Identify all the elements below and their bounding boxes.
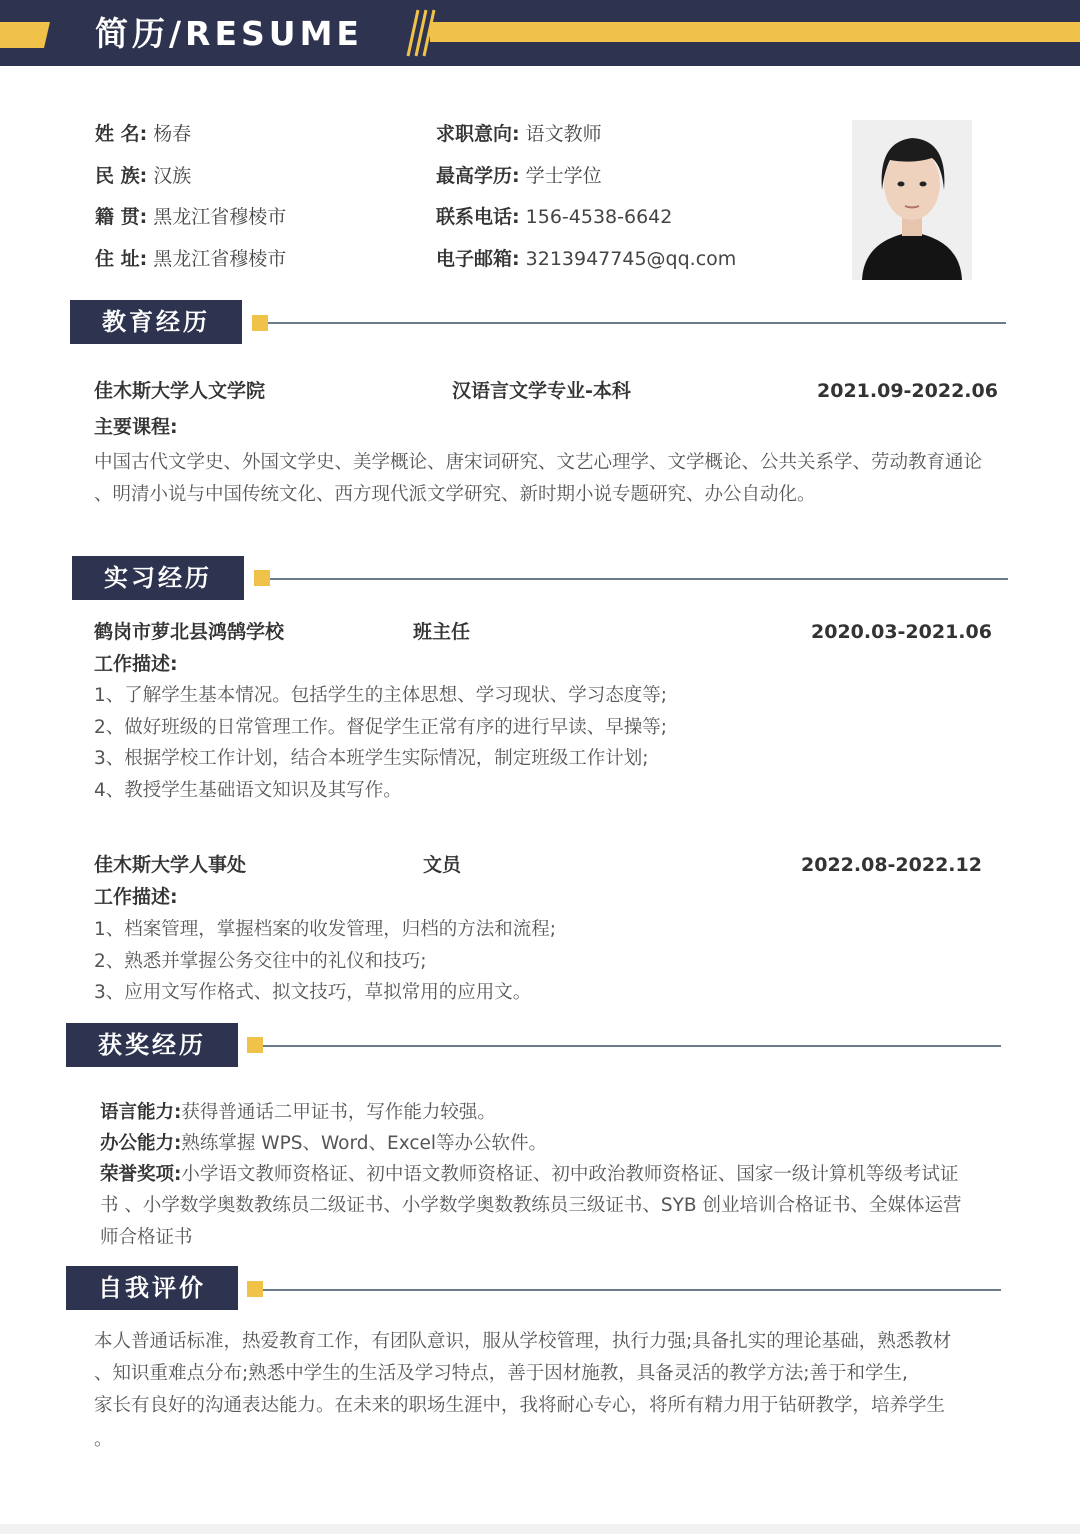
origin-label: 籍 贯: bbox=[95, 206, 148, 228]
job1-org: 鹤岗市萝北县鸿鹄学校 bbox=[94, 621, 285, 643]
self-line1: 本人普通话标准，热爱教育工作，有团队意识，服从学校管理，执行力强;具备扎实的理论基础，熟悉教材 bbox=[94, 1331, 952, 1352]
honor-label: 荣誉奖项: bbox=[100, 1164, 182, 1185]
job1-period: 2020.03-2021.06 bbox=[811, 621, 992, 643]
email-value: 3213947745@qq.com bbox=[525, 248, 737, 270]
info-intent bbox=[436, 120, 602, 148]
job2-item: 1、档案管理，掌握档案的收发管理，归档的方法和流程; bbox=[94, 919, 557, 940]
section-header-self: 自我评价 bbox=[66, 1266, 238, 1310]
office-label: 办公能力: bbox=[100, 1133, 182, 1154]
header-accent-left bbox=[0, 22, 50, 48]
info-name bbox=[95, 120, 191, 148]
edu-courses-label: 主要课程: bbox=[94, 416, 178, 438]
section-divider-education bbox=[268, 322, 1006, 324]
info-ethnicity bbox=[95, 162, 191, 190]
email-label: 电子邮箱: bbox=[436, 248, 520, 270]
section-header-awards: 获奖经历 bbox=[66, 1023, 238, 1067]
section-marker-self bbox=[247, 1281, 263, 1297]
job2-period: 2022.08-2022.12 bbox=[801, 854, 982, 876]
job1-item: 3、根据学校工作计划，结合本班学生实际情况，制定班级工作计划; bbox=[94, 748, 649, 769]
bottom-strip bbox=[0, 1524, 1080, 1534]
name-value: 杨春 bbox=[153, 123, 192, 145]
edu-school: 佳木斯大学人文学院 bbox=[94, 380, 266, 402]
section-marker-internship bbox=[254, 570, 270, 586]
section-marker-education bbox=[252, 315, 268, 331]
ethnicity-label: 民 族: bbox=[95, 165, 148, 187]
edu-courses-line1: 中国古代文学史、外国文学史、美学概论、唐宋词研究、文艺心理学、文学概论、公共关系学、劳动教育通论 bbox=[94, 452, 983, 473]
section-marker-awards bbox=[247, 1037, 263, 1053]
edu-courses-line2: 、明清小说与中国传统文化、西方现代派文学研究、新时期小说专题研究、办公自动化。 bbox=[94, 484, 816, 505]
job2-role: 文员 bbox=[423, 854, 462, 876]
awards-honor-line3: 师合格证书 bbox=[100, 1227, 193, 1248]
phone-label: 联系电话: bbox=[436, 206, 520, 228]
job2-item: 2、熟悉并掌握公务交往中的礼仪和技巧; bbox=[94, 951, 427, 972]
job1-item: 2、做好班级的日常管理工作。督促学生正常有序的进行早读、早操等; bbox=[94, 717, 668, 738]
awards-office bbox=[100, 1128, 547, 1160]
job2-org: 佳木斯大学人事处 bbox=[94, 854, 247, 876]
awards-language bbox=[100, 1097, 496, 1129]
self-line4: 。 bbox=[94, 1429, 113, 1450]
phone-value: 156-4538-6642 bbox=[525, 206, 673, 228]
degree-value: 学士学位 bbox=[525, 165, 602, 187]
self-line2: 、知识重难点分布;熟悉中学生的生活及学习特点，善于因材施教，具备灵活的教学方法;善于和学生, bbox=[94, 1363, 908, 1384]
section-divider-awards bbox=[263, 1045, 1001, 1047]
job1-role: 班主任 bbox=[413, 621, 471, 643]
section-divider-internship bbox=[270, 578, 1008, 580]
section-header-education: 教育经历 bbox=[70, 300, 242, 344]
honor-value: 小学语文教师资格证、初中语文教师资格证、初中政治教师资格证、国家一级计算机等级考试证 bbox=[181, 1164, 959, 1185]
info-origin bbox=[95, 203, 286, 231]
job2-desc-label: 工作描述: bbox=[94, 886, 178, 908]
section-divider-self bbox=[263, 1289, 1001, 1291]
profile-photo bbox=[852, 120, 972, 280]
language-label: 语言能力: bbox=[100, 1102, 182, 1123]
job2-item: 3、应用文写作格式、拟文技巧，草拟常用的应用文。 bbox=[94, 982, 532, 1003]
intent-label: 求职意向: bbox=[436, 123, 520, 145]
ethnicity-value: 汉族 bbox=[153, 165, 192, 187]
section-header-internship: 实习经历 bbox=[72, 556, 244, 600]
intent-value: 语文教师 bbox=[525, 123, 602, 145]
page-title: 简历/RESUME bbox=[95, 14, 363, 53]
origin-value: 黑龙江省穆棱市 bbox=[153, 206, 287, 228]
name-label: 姓 名: bbox=[95, 123, 148, 145]
awards-honor-line1 bbox=[100, 1159, 958, 1191]
header-accent-right bbox=[430, 22, 1080, 42]
edu-major: 汉语言文学专业-本科 bbox=[452, 380, 631, 402]
info-phone bbox=[436, 203, 672, 231]
edu-period: 2021.09-2022.06 bbox=[817, 380, 998, 402]
job1-item: 1、了解学生基本情况。包括学生的主体思想、学习现状、学习态度等; bbox=[94, 685, 668, 706]
info-email bbox=[436, 245, 736, 273]
degree-label: 最高学历: bbox=[436, 165, 520, 187]
address-value: 黑龙江省穆棱市 bbox=[153, 248, 287, 270]
job1-desc-label: 工作描述: bbox=[94, 653, 178, 675]
info-address bbox=[95, 245, 286, 273]
language-value: 获得普通话二甲证书，写作能力较强。 bbox=[181, 1102, 496, 1123]
info-degree bbox=[436, 162, 602, 190]
job1-item: 4、教授学生基础语文知识及其写作。 bbox=[94, 780, 402, 801]
office-value: 熟练掌握 WPS、Word、Excel等办公软件。 bbox=[181, 1133, 548, 1154]
awards-honor-line2: 书 、小学数学奥数教练员二级证书、小学数学奥数教练员三级证书、SYB 创业培训合格证书、全媒体运营 bbox=[100, 1195, 962, 1216]
address-label: 住 址: bbox=[95, 248, 148, 270]
self-line3: 家长有良好的沟通表达能力。在未来的职场生涯中，我将耐心专心，将所有精力用于钻研教学，培养学生 bbox=[94, 1395, 946, 1416]
